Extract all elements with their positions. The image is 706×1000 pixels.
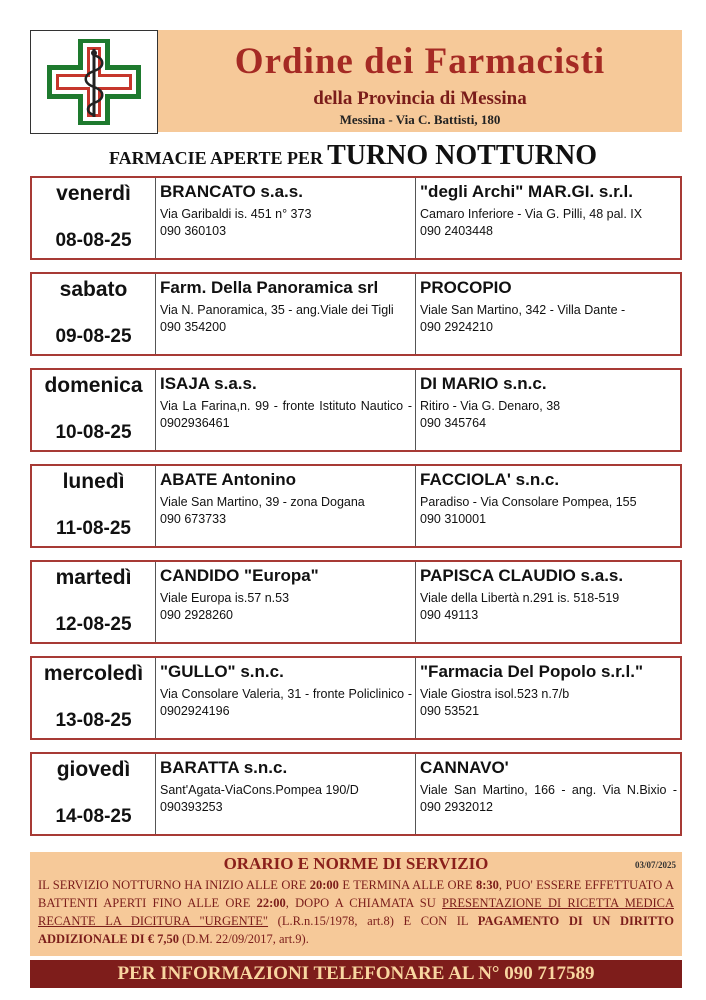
pharmacy-name: PROCOPIO [420,278,512,297]
rules-time-doors: 22:00 [256,896,286,910]
pharmacy-address: Paradiso - Via Consolare Pompea, 155 [420,495,637,509]
pharmacy-address: Viale Europa is.57 n.53 [160,591,290,605]
day-date: 09-08-25 [55,326,132,347]
pharmacy-name: BARATTA s.n.c. [160,758,288,777]
pharmacy-address: Camaro Inferiore - Via G. Pilli, 48 pal. IX [420,207,643,221]
pharmacy-name: Farm. Della Panoramica srl [160,278,379,297]
day-name: domenica [44,374,143,397]
day-cell [32,178,156,258]
service-rules [30,852,682,956]
day-date: 10-08-25 [55,422,132,443]
pharmacy-address: Viale della Libertà n.291 is. 518-519 [420,591,620,605]
day-cell [32,466,156,546]
day-date: 11-08-25 [55,518,131,539]
logo [30,30,158,134]
pharmacy-name: CANDIDO "Europa" [160,566,319,585]
pharmacy-phone: 090 673733 [160,512,227,526]
rules-text-part: E TERMINA ALLE ORE [338,878,476,892]
pharmacy-phone: 090 2928260 [160,608,233,622]
table-row [30,272,682,356]
org-title: Ordine dei Farmacisti [234,41,606,82]
day-name: mercoledì [43,662,144,685]
pharmacy-phone: 090 2403448 [420,224,493,238]
header-band [158,30,682,132]
day-cell [32,562,156,642]
title-prefix: FARMACIE APERTE PER [109,148,324,168]
pharmacy-address: Viale San Martino, 342 - Villa Dante - [420,303,626,317]
pharmacy-address: Viale San Martino, 166 - ang. Via N.Bixio - 090 2932012 [420,783,677,814]
day-name: lunedì [62,470,125,493]
day-name: venerdì [56,182,131,205]
rules-text-part: IL SERVIZIO NOTTURNO HA INIZIO ALLE ORE [38,878,310,892]
pharmacy-address: Sant'Agata-ViaCons.Pompea 190/D [160,783,359,797]
day-cell [32,370,156,450]
table-row [30,368,682,452]
pharmacy-cell [157,754,416,834]
pharmacy-name: "degli Archi" MAR.GI. s.r.l. [420,182,633,201]
pharmacy-address: Via Consolare Valeria, 31 - fronte Policlinico - 0902924196 [160,687,412,718]
day-date: 14-08-25 [55,806,132,827]
pharmacy-cell [157,562,416,642]
rules-text-part: , PUO' ESSERE EFFETTUATO A BATTENTI APERTI FINO ALLE ORE [38,878,675,910]
day-name: giovedì [56,758,131,781]
day-date: 12-08-25 [55,614,132,635]
pharmacy-phone: 090 360103 [160,224,227,238]
rules-time-start: 20:00 [309,878,339,892]
day-date: 13-08-25 [55,710,132,731]
rules-prescription-note: PRESENTAZIONE DI RICETTA MEDICA RECANTE LA DICITURA "URGENTE" [38,896,674,928]
header [30,30,682,134]
pharmacy-cell [417,274,680,354]
pharmacy-phone: 090 2924210 [420,320,493,334]
pharmacy-name: BRANCATO s.a.s. [160,182,303,201]
pharmacy-name: PAPISCA CLAUDIO s.a.s. [420,566,624,585]
pharmacy-cell [157,370,416,450]
rules-text-part: (D.M. 22/09/2017, art.9). [179,932,309,946]
org-subtitle: della Provincia di Messina [313,88,527,109]
table-row [30,176,682,260]
pharmacy-name: "GULLO" s.n.c. [160,662,284,681]
rules-date: 03/07/2025 [634,860,676,870]
pharmacy-address: Via Garibaldi is. 451 n° 373 [160,207,312,221]
day-cell [32,658,156,738]
table-row [30,656,682,740]
day-date: 08-08-25 [55,230,132,251]
pharmacy-cross-icon [45,37,143,127]
pharmacy-phone: 090 310001 [420,512,487,526]
day-name: sabato [59,278,128,301]
pharmacy-phone: 090 345764 [420,416,487,430]
pharmacy-cell [417,466,680,546]
pharmacy-cell [157,466,416,546]
pharmacy-phone: 090 354200 [160,320,227,334]
rules-text-part: (L.R.n.15/1978, art.8) E CON IL [268,914,478,928]
pharmacy-name: ISAJA s.a.s. [160,374,257,393]
rules-fee-note: PAGAMENTO DI UN DIRITTO ADDIZIONALE DI € 7,50 [38,914,674,946]
pharmacy-cell [157,274,416,354]
pharmacy-cell [417,370,680,450]
pharmacy-cell [157,658,416,738]
pharmacy-cell [417,178,680,258]
pharmacy-address: Via La Farina,n. 99 - fronte Istituto Nautico - 0902936461 [160,399,412,430]
info-phone-bar: PER INFORMAZIONI TELEFONARE AL N° 090 717589 [30,960,682,988]
pharmacy-phone: 090393253 [160,800,223,814]
pharmacy-address: Viale San Martino, 39 - zona Dogana [160,495,365,509]
pharmacy-address: Via N. Panoramica, 35 - ang.Viale dei Tigli [160,303,394,317]
page-title [0,140,706,172]
table-row [30,560,682,644]
table-row [30,752,682,836]
day-name: martedì [55,566,132,589]
title-main: TURNO NOTTURNO [327,140,597,171]
day-cell [32,274,156,354]
rules-text [38,876,674,948]
pharmacy-phone: 090 49113 [420,608,479,622]
org-address: Messina - Via C. Battisti, 180 [339,112,501,127]
pharmacy-name: FACCIOLA' s.n.c. [420,470,560,489]
table-row [30,464,682,548]
pharmacy-address: Viale Giostra isol.523 n.7/b [420,687,570,701]
pharmacy-phone: 090 53521 [420,704,480,718]
pharmacy-name: ABATE Antonino [160,470,296,489]
pharmacy-cell [417,658,680,738]
pharmacy-cell [417,754,680,834]
rules-text-part: , DOPO A CHIAMATA SU [285,896,443,910]
rules-title: ORARIO E NORME DI SERVIZIO [223,854,489,873]
pharmacy-name: DI MARIO s.n.c. [420,374,547,393]
pharmacy-cell [417,562,680,642]
pharmacy-name: "Farmacia Del Popolo s.r.l." [420,662,644,681]
pharmacy-cell [157,178,416,258]
pharmacy-address: Ritiro - Via G. Denaro, 38 [420,399,561,413]
rules-time-end: 8:30 [475,878,499,892]
day-cell [32,754,156,834]
pharmacy-name: CANNAVO' [420,758,509,777]
